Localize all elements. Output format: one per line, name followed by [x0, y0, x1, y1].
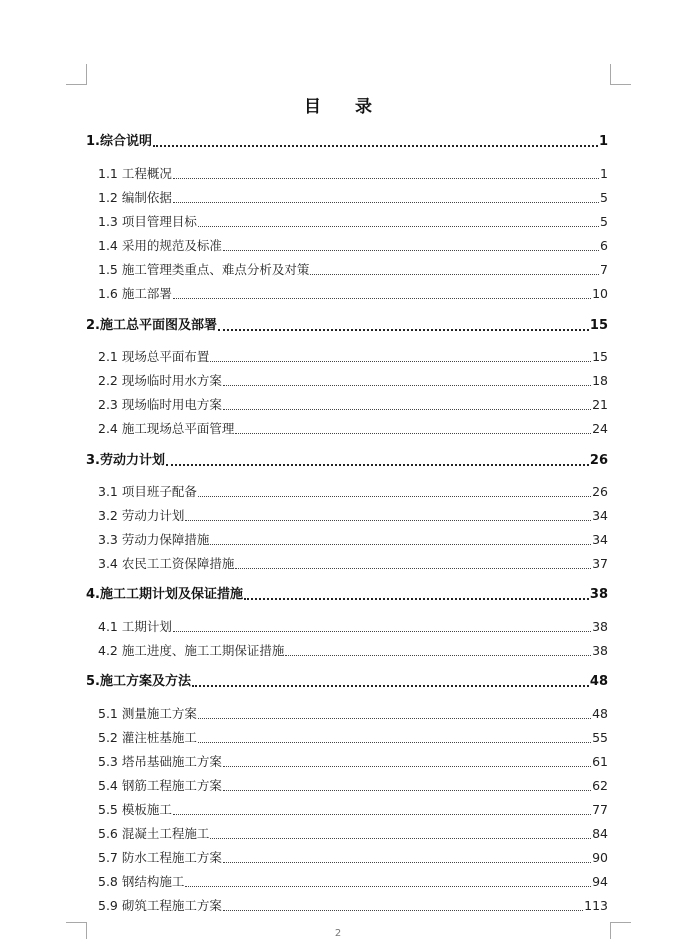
toc-entry-page: 62 — [592, 778, 608, 793]
toc-dot-leader — [173, 177, 599, 179]
toc-entry-label: 1.4 采用的规范及标准 — [98, 238, 222, 253]
toc-dot-leader — [235, 567, 591, 569]
toc-entry-page: 7 — [600, 262, 608, 277]
toc-entry-page: 21 — [592, 397, 608, 412]
toc-entry-page: 24 — [592, 421, 608, 436]
toc-entry-label: 4.2 施工进度、施工工期保证措施 — [98, 643, 285, 658]
toc-chapter-entry[interactable] — [86, 318, 608, 334]
toc-entry-label: 1.3 项目管理目标 — [98, 214, 197, 229]
toc-entry-label: 5.8 钢结构施工 — [98, 874, 185, 889]
toc-dot-leader — [198, 225, 599, 227]
toc-dot-leader — [198, 495, 591, 497]
toc-section-entry[interactable] — [98, 826, 608, 842]
toc-section-entry[interactable] — [98, 421, 608, 437]
toc-entry-page: 38 — [589, 587, 608, 602]
toc-chapter-entry[interactable] — [86, 134, 608, 150]
toc-section-entry[interactable] — [98, 238, 608, 254]
toc-dot-leader — [244, 597, 589, 600]
toc-entry-label: 4.施工工期计划及保证措施 — [86, 587, 243, 602]
toc-entry-page: 15 — [589, 318, 608, 333]
toc-section-entry[interactable] — [98, 874, 608, 890]
toc-section-entry[interactable] — [98, 556, 608, 572]
crop-mark-top-left — [66, 64, 87, 85]
toc-dot-leader — [166, 463, 589, 466]
toc-entry-label: 1.1 工程概况 — [98, 166, 172, 181]
page-number: 2 — [334, 928, 342, 939]
toc-dot-leader — [223, 789, 591, 791]
toc-entry-label: 2.3 现场临时用电方案 — [98, 397, 222, 412]
toc-entry-page: 26 — [589, 453, 608, 468]
page-title: 目 录 — [304, 97, 386, 117]
toc-dot-leader — [173, 813, 591, 815]
toc-entry-page: 10 — [592, 286, 608, 301]
toc-section-entry[interactable] — [98, 397, 608, 413]
toc-section-entry[interactable] — [98, 166, 608, 182]
toc-entry-label: 2.2 现场临时用水方案 — [98, 373, 222, 388]
toc-entry-label: 1.2 编制依据 — [98, 190, 172, 205]
toc-dot-leader — [185, 885, 591, 887]
toc-entry-label: 4.1 工期计划 — [98, 619, 172, 634]
toc-section-entry[interactable] — [98, 619, 608, 635]
toc-entry-label: 2.4 施工现场总平面管理 — [98, 421, 235, 436]
toc-section-entry[interactable] — [98, 373, 608, 389]
toc-section-entry[interactable] — [98, 484, 608, 500]
toc-chapter-entry[interactable] — [86, 453, 608, 469]
toc-dot-leader — [198, 717, 591, 719]
toc-chapter-entry[interactable] — [86, 674, 608, 690]
toc-dot-leader — [285, 654, 591, 656]
toc-entry-label: 5.6 混凝土工程施工 — [98, 826, 210, 841]
toc-entry-page: 48 — [592, 706, 608, 721]
toc-section-entry[interactable] — [98, 214, 608, 230]
toc-entry-label: 5.9 砌筑工程施工方案 — [98, 898, 222, 913]
toc-entry-page: 90 — [592, 850, 608, 865]
toc-entry-page: 55 — [592, 730, 608, 745]
toc-section-entry[interactable] — [98, 349, 608, 365]
toc-entry-page: 5 — [600, 214, 608, 229]
toc-entry-label: 3.3 劳动力保障措施 — [98, 532, 210, 547]
toc-dot-leader — [198, 741, 591, 743]
toc-section-entry[interactable] — [98, 643, 608, 659]
toc-entry-page: 5 — [600, 190, 608, 205]
toc-section-entry[interactable] — [98, 730, 608, 746]
toc-dot-leader — [210, 543, 591, 545]
toc-entry-page: 48 — [589, 674, 608, 689]
toc-section-entry[interactable] — [98, 508, 608, 524]
toc-entry-label: 5.5 模板施工 — [98, 802, 172, 817]
toc-entry-label: 5.1 测量施工方案 — [98, 706, 197, 721]
toc-section-entry[interactable] — [98, 850, 608, 866]
toc-section-entry[interactable] — [98, 262, 608, 278]
toc-entry-page: 77 — [592, 802, 608, 817]
toc-entry-label: 5.2 灌注桩基施工 — [98, 730, 197, 745]
toc-dot-leader — [210, 360, 591, 362]
toc-dot-leader — [185, 519, 591, 521]
toc-section-entry[interactable] — [98, 532, 608, 548]
toc-entry-page: 38 — [592, 619, 608, 634]
toc-chapter-entry[interactable] — [86, 587, 608, 603]
toc-entry-page: 26 — [592, 484, 608, 499]
toc-section-entry[interactable] — [98, 802, 608, 818]
toc-dot-leader — [223, 249, 599, 251]
toc-entry-page: 1 — [600, 166, 608, 181]
toc-entry-label: 1.5 施工管理类重点、难点分析及对策 — [98, 262, 310, 277]
toc-entry-page: 34 — [592, 532, 608, 547]
toc-dot-leader — [310, 273, 599, 275]
toc-entry-label: 5.3 塔吊基础施工方案 — [98, 754, 222, 769]
toc-dot-leader — [218, 328, 589, 331]
toc-section-entry[interactable] — [98, 190, 608, 206]
toc-entry-page: 38 — [592, 643, 608, 658]
toc-entry-label: 3.4 农民工工资保障措施 — [98, 556, 235, 571]
toc-dot-leader — [223, 384, 591, 386]
toc-entry-label: 3.2 劳动力计划 — [98, 508, 185, 523]
toc-dot-leader — [235, 432, 591, 434]
toc-entry-page: 61 — [592, 754, 608, 769]
toc-dot-leader — [223, 909, 583, 911]
toc-section-entry[interactable] — [98, 286, 608, 302]
toc-entry-label: 5.4 钢筋工程施工方案 — [98, 778, 222, 793]
toc-dot-leader — [210, 837, 591, 839]
toc-dot-leader — [223, 765, 591, 767]
toc-dot-leader — [173, 630, 591, 632]
toc-entry-page: 94 — [592, 874, 608, 889]
toc-entry-page: 84 — [592, 826, 608, 841]
toc-dot-leader — [173, 297, 591, 299]
toc-section-entry[interactable] — [98, 898, 608, 914]
toc-entry-label: 5.施工方案及方法 — [86, 674, 191, 689]
toc-entry-label: 5.7 防水工程施工方案 — [98, 850, 222, 865]
toc-section-entry[interactable] — [98, 706, 608, 722]
toc-entry-label: 1.综合说明 — [86, 134, 152, 149]
toc-entry-label: 1.6 施工部署 — [98, 286, 172, 301]
toc-entry-page: 37 — [592, 556, 608, 571]
toc-section-entry[interactable] — [98, 778, 608, 794]
toc-entry-page: 1 — [598, 134, 608, 149]
toc-dot-leader — [153, 144, 598, 147]
toc-section-entry[interactable] — [98, 754, 608, 770]
toc-dot-leader — [223, 408, 591, 410]
toc-dot-leader — [223, 861, 591, 863]
toc-entry-page: 18 — [592, 373, 608, 388]
toc-entry-page: 15 — [592, 349, 608, 364]
toc-entry-page: 113 — [584, 898, 608, 913]
toc-entry-page: 6 — [600, 238, 608, 253]
toc-entry-label: 3.劳动力计划 — [86, 453, 165, 468]
toc-entry-label: 3.1 项目班子配备 — [98, 484, 197, 499]
toc-dot-leader — [192, 684, 589, 687]
toc-dot-leader — [173, 201, 599, 203]
toc-entry-label: 2.1 现场总平面布置 — [98, 349, 210, 364]
toc-entry-label: 2.施工总平面图及部署 — [86, 318, 217, 333]
crop-mark-top-right — [610, 64, 631, 85]
toc-entry-page: 34 — [592, 508, 608, 523]
